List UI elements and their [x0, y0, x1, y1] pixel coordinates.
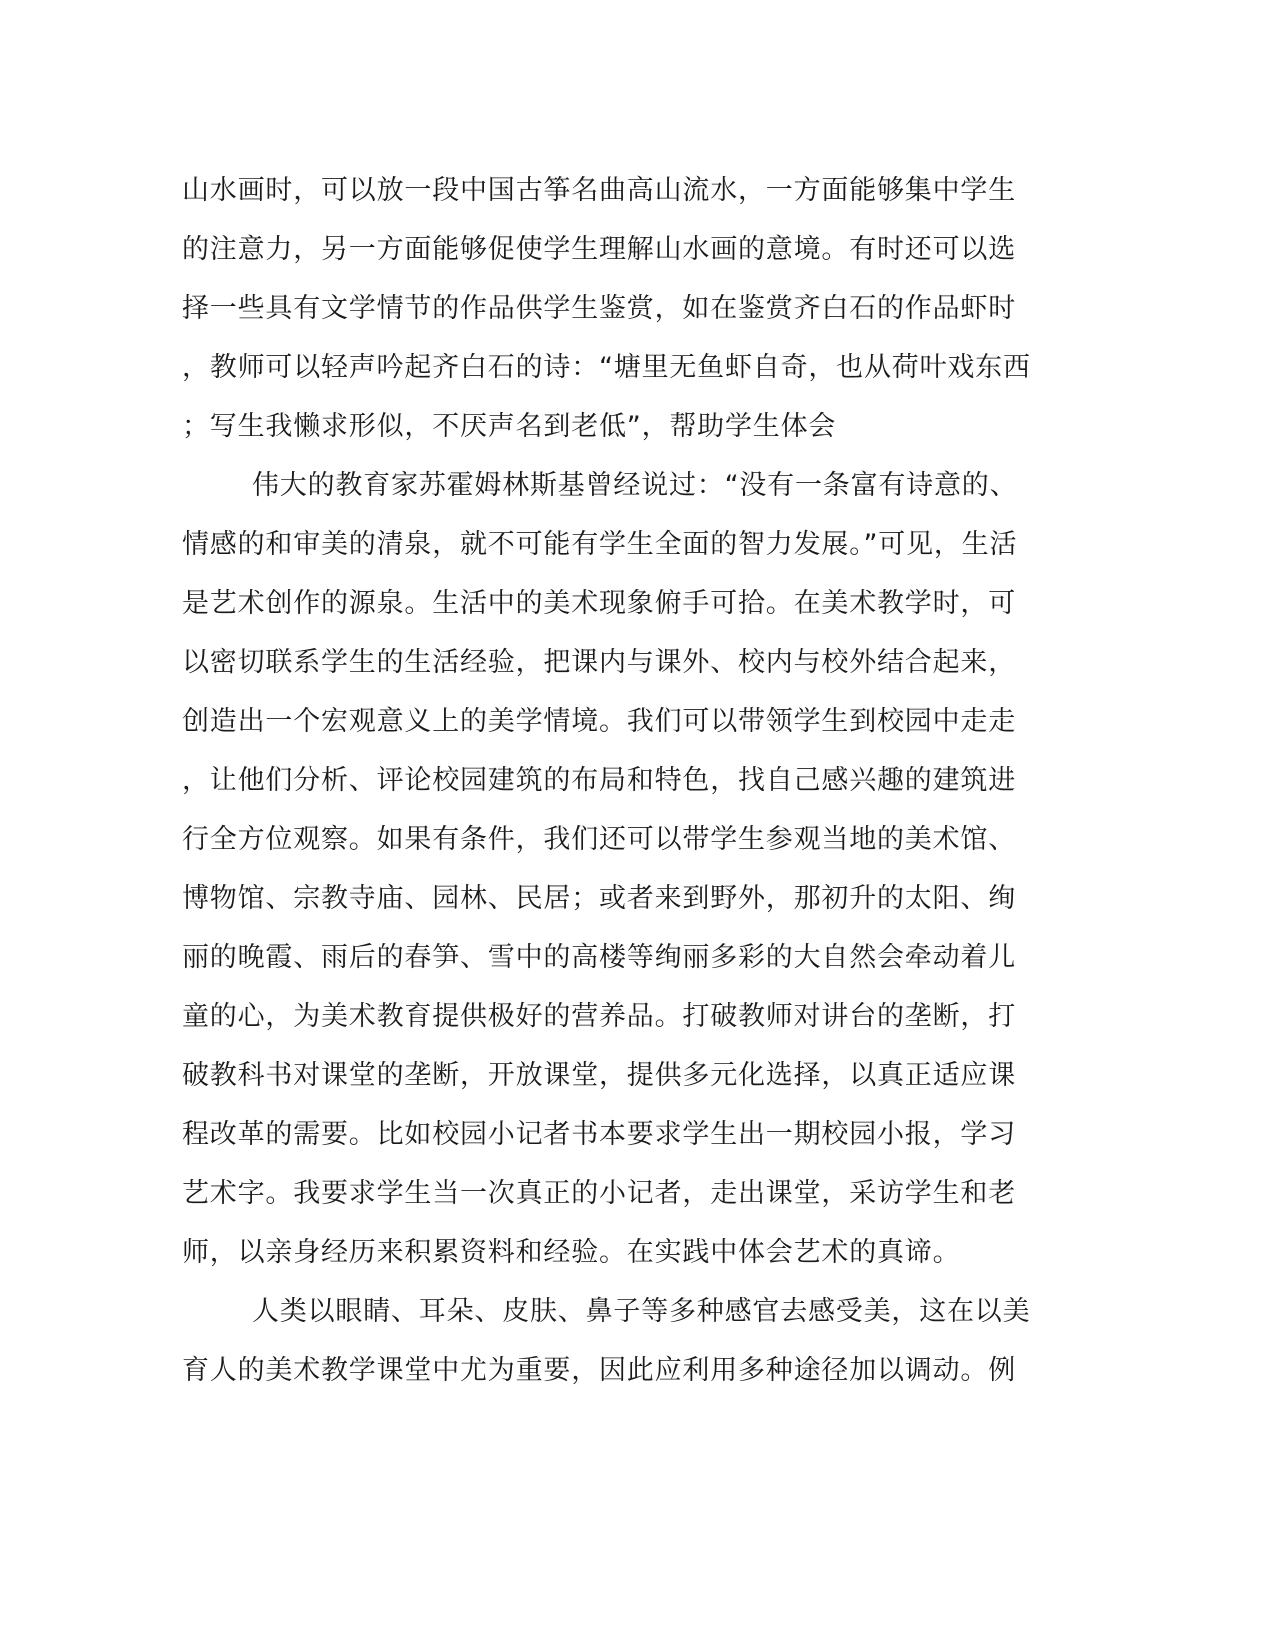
text-line: 创造出一个宏观意义上的美学情境。我们可以带领学生到校园中走走: [182, 706, 1016, 737]
text-line: 艺术字。我要求学生当一次真正的小记者，走出课堂，采访学生和老: [182, 1178, 1016, 1209]
text-line: 丽的晚霞、雨后的春笋、雪中的高楼等绚丽多彩的大自然会牵动着儿: [182, 942, 1016, 973]
paragraph-start-line: 人类以眼睛、耳朵、皮肤、鼻子等多种感官去感受美，这在以美: [252, 1296, 1031, 1327]
text-line: 行全方位观察。如果有条件，我们还可以带学生参观当地的美术馆、: [182, 824, 1016, 855]
body-text: [182, 161, 1042, 1400]
text-line: 的注意力，另一方面能够促使学生理解山水画的意境。有时还可以选: [182, 234, 1016, 265]
text-line: ，让他们分析、评论校园建筑的布局和特色，找自己感兴趣的建筑进: [182, 765, 1016, 796]
text-line: ，教师可以轻声吟起齐白石的诗：“塘里无鱼虾自奇，也从荷叶戏东西: [182, 352, 1031, 383]
text-line: 情感的和审美的清泉，就不可能有学生全面的智力发展。”可见，生活: [182, 529, 1018, 560]
text-line: 是艺术创作的源泉。生活中的美术现象俯手可拾。在美术教学时，可: [182, 588, 1016, 619]
text-line: 择一些具有文学情节的作品供学生鉴赏，如在鉴赏齐白石的作品虾时: [182, 293, 1016, 324]
text-line: 山水画时，可以放一段中国古筝名曲高山流水，一方面能够集中学生: [182, 175, 1016, 206]
text-line: 博物馆、宗教寺庙、园林、民居；或者来到野外，那初升的太阳、绚: [182, 883, 1016, 914]
text-line: 程改革的需要。比如校园小记者书本要求学生出一期校园小报，学习: [182, 1119, 1016, 1150]
text-line: 师，以亲身经历来积累资料和经验。在实践中体会艺术的真谛。: [182, 1237, 961, 1268]
text-line: 以密切联系学生的生活经验，把课内与课外、校内与校外结合起来，: [182, 647, 1016, 678]
text-line: 育人的美术教学课堂中尤为重要，因此应利用多种途径加以调动。例: [182, 1355, 1016, 1386]
paragraph-start-line: 伟大的教育家苏霍姆林斯基曾经说过：“没有一条富有诗意的、: [252, 470, 1018, 501]
text-line: 破教科书对课堂的垄断，开放课堂，提供多元化选择，以真正适应课: [182, 1060, 1016, 1091]
text-line: 童的心，为美术教育提供极好的营养品。打破教师对讲台的垄断，打: [182, 1001, 1016, 1032]
text-line: ；写生我懒求形似，不厌声名到老低”，帮助学生体会: [182, 411, 837, 442]
